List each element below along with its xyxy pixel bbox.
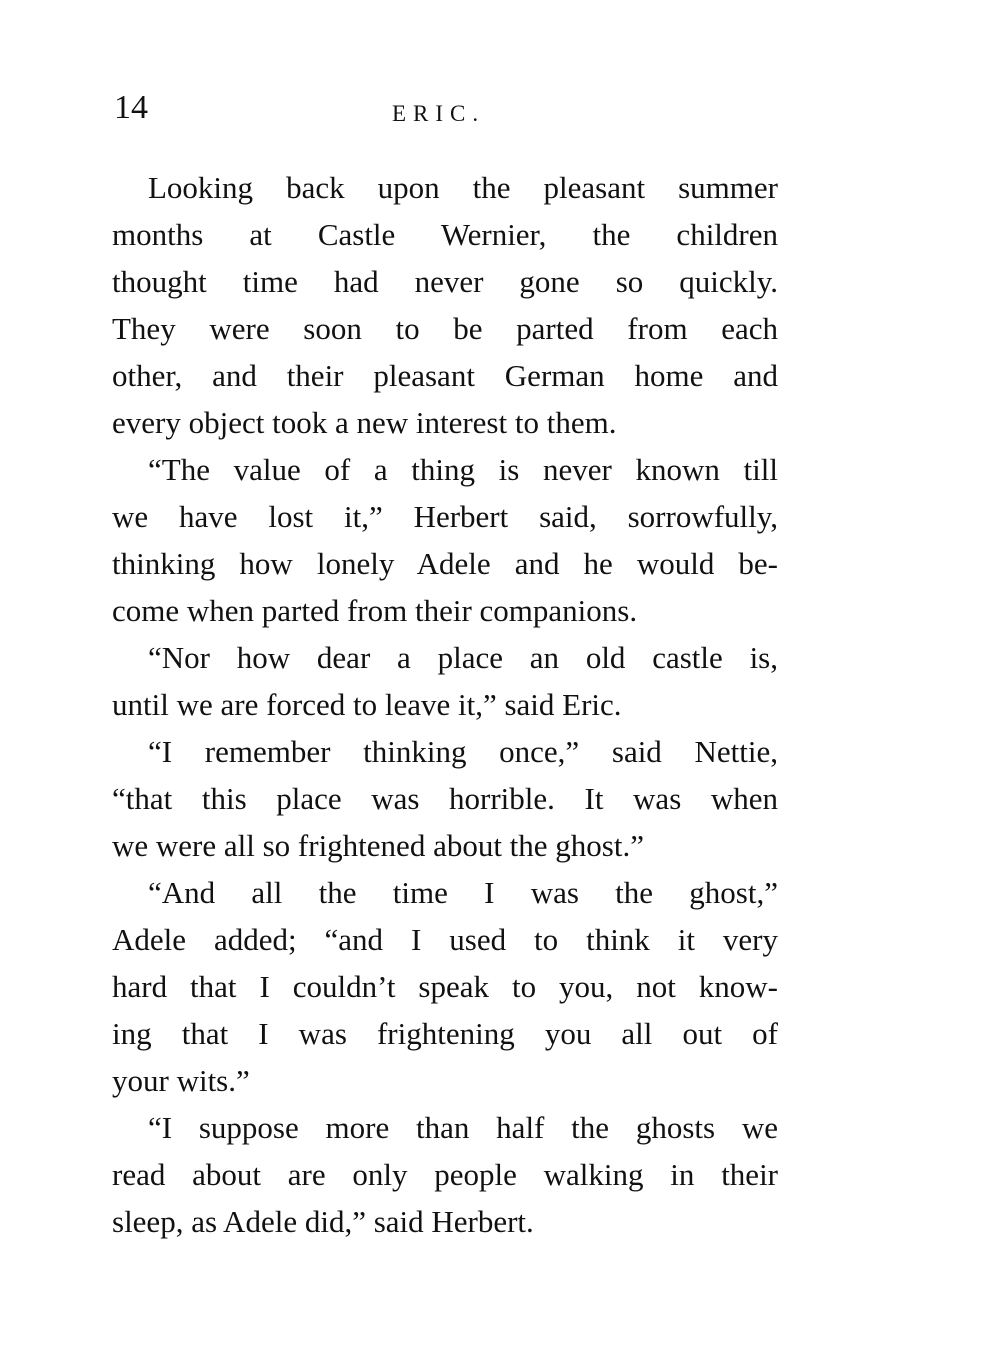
- text-line: “Nor how dear a place an old castle is,: [148, 640, 778, 675]
- body-text: [112, 164, 778, 1245]
- text-line: Looking back upon the pleasant summer: [148, 170, 778, 205]
- page-number: 14: [114, 89, 148, 126]
- text-line: sleep, as Adele did,” said Herbert.: [112, 1204, 534, 1239]
- text-line: we have lost it,” Herbert said, sorrowfully,: [112, 499, 778, 534]
- text-line: read about are only people walking in their: [112, 1157, 778, 1192]
- text-line: Adele added; “and I used to think it very: [112, 922, 778, 957]
- text-line: hard that I couldn’t speak to you, not know-: [112, 969, 778, 1004]
- text-line: ing that I was frightening you all out of: [112, 1016, 778, 1051]
- text-line: They were soon to be parted from each: [112, 311, 778, 346]
- text-line: “And all the time I was the ghost,”: [148, 875, 778, 910]
- text-line: “The value of a thing is never known till: [148, 452, 778, 487]
- text-line: until we are forced to leave it,” said Eric.: [112, 687, 622, 722]
- text-line: “I remember thinking once,” said Nettie,: [148, 734, 778, 769]
- text-line: “I suppose more than half the ghosts we: [148, 1110, 778, 1145]
- text-line: come when parted from their companions.: [112, 593, 638, 628]
- text-line: “that this place was horrible. It was when: [112, 781, 778, 816]
- text-line: other, and their pleasant German home and: [112, 358, 778, 393]
- text-line: months at Castle Wernier, the children: [112, 217, 778, 252]
- text-line: we were all so frightened about the ghost.”: [112, 828, 644, 863]
- text-line: every object took a new interest to them.: [112, 405, 617, 440]
- text-line: your wits.”: [112, 1063, 250, 1098]
- text-line: thinking how lonely Adele and he would be-: [112, 546, 778, 581]
- running-title: ERIC.: [392, 101, 486, 126]
- text-line: thought time had never gone so quickly.: [112, 264, 778, 299]
